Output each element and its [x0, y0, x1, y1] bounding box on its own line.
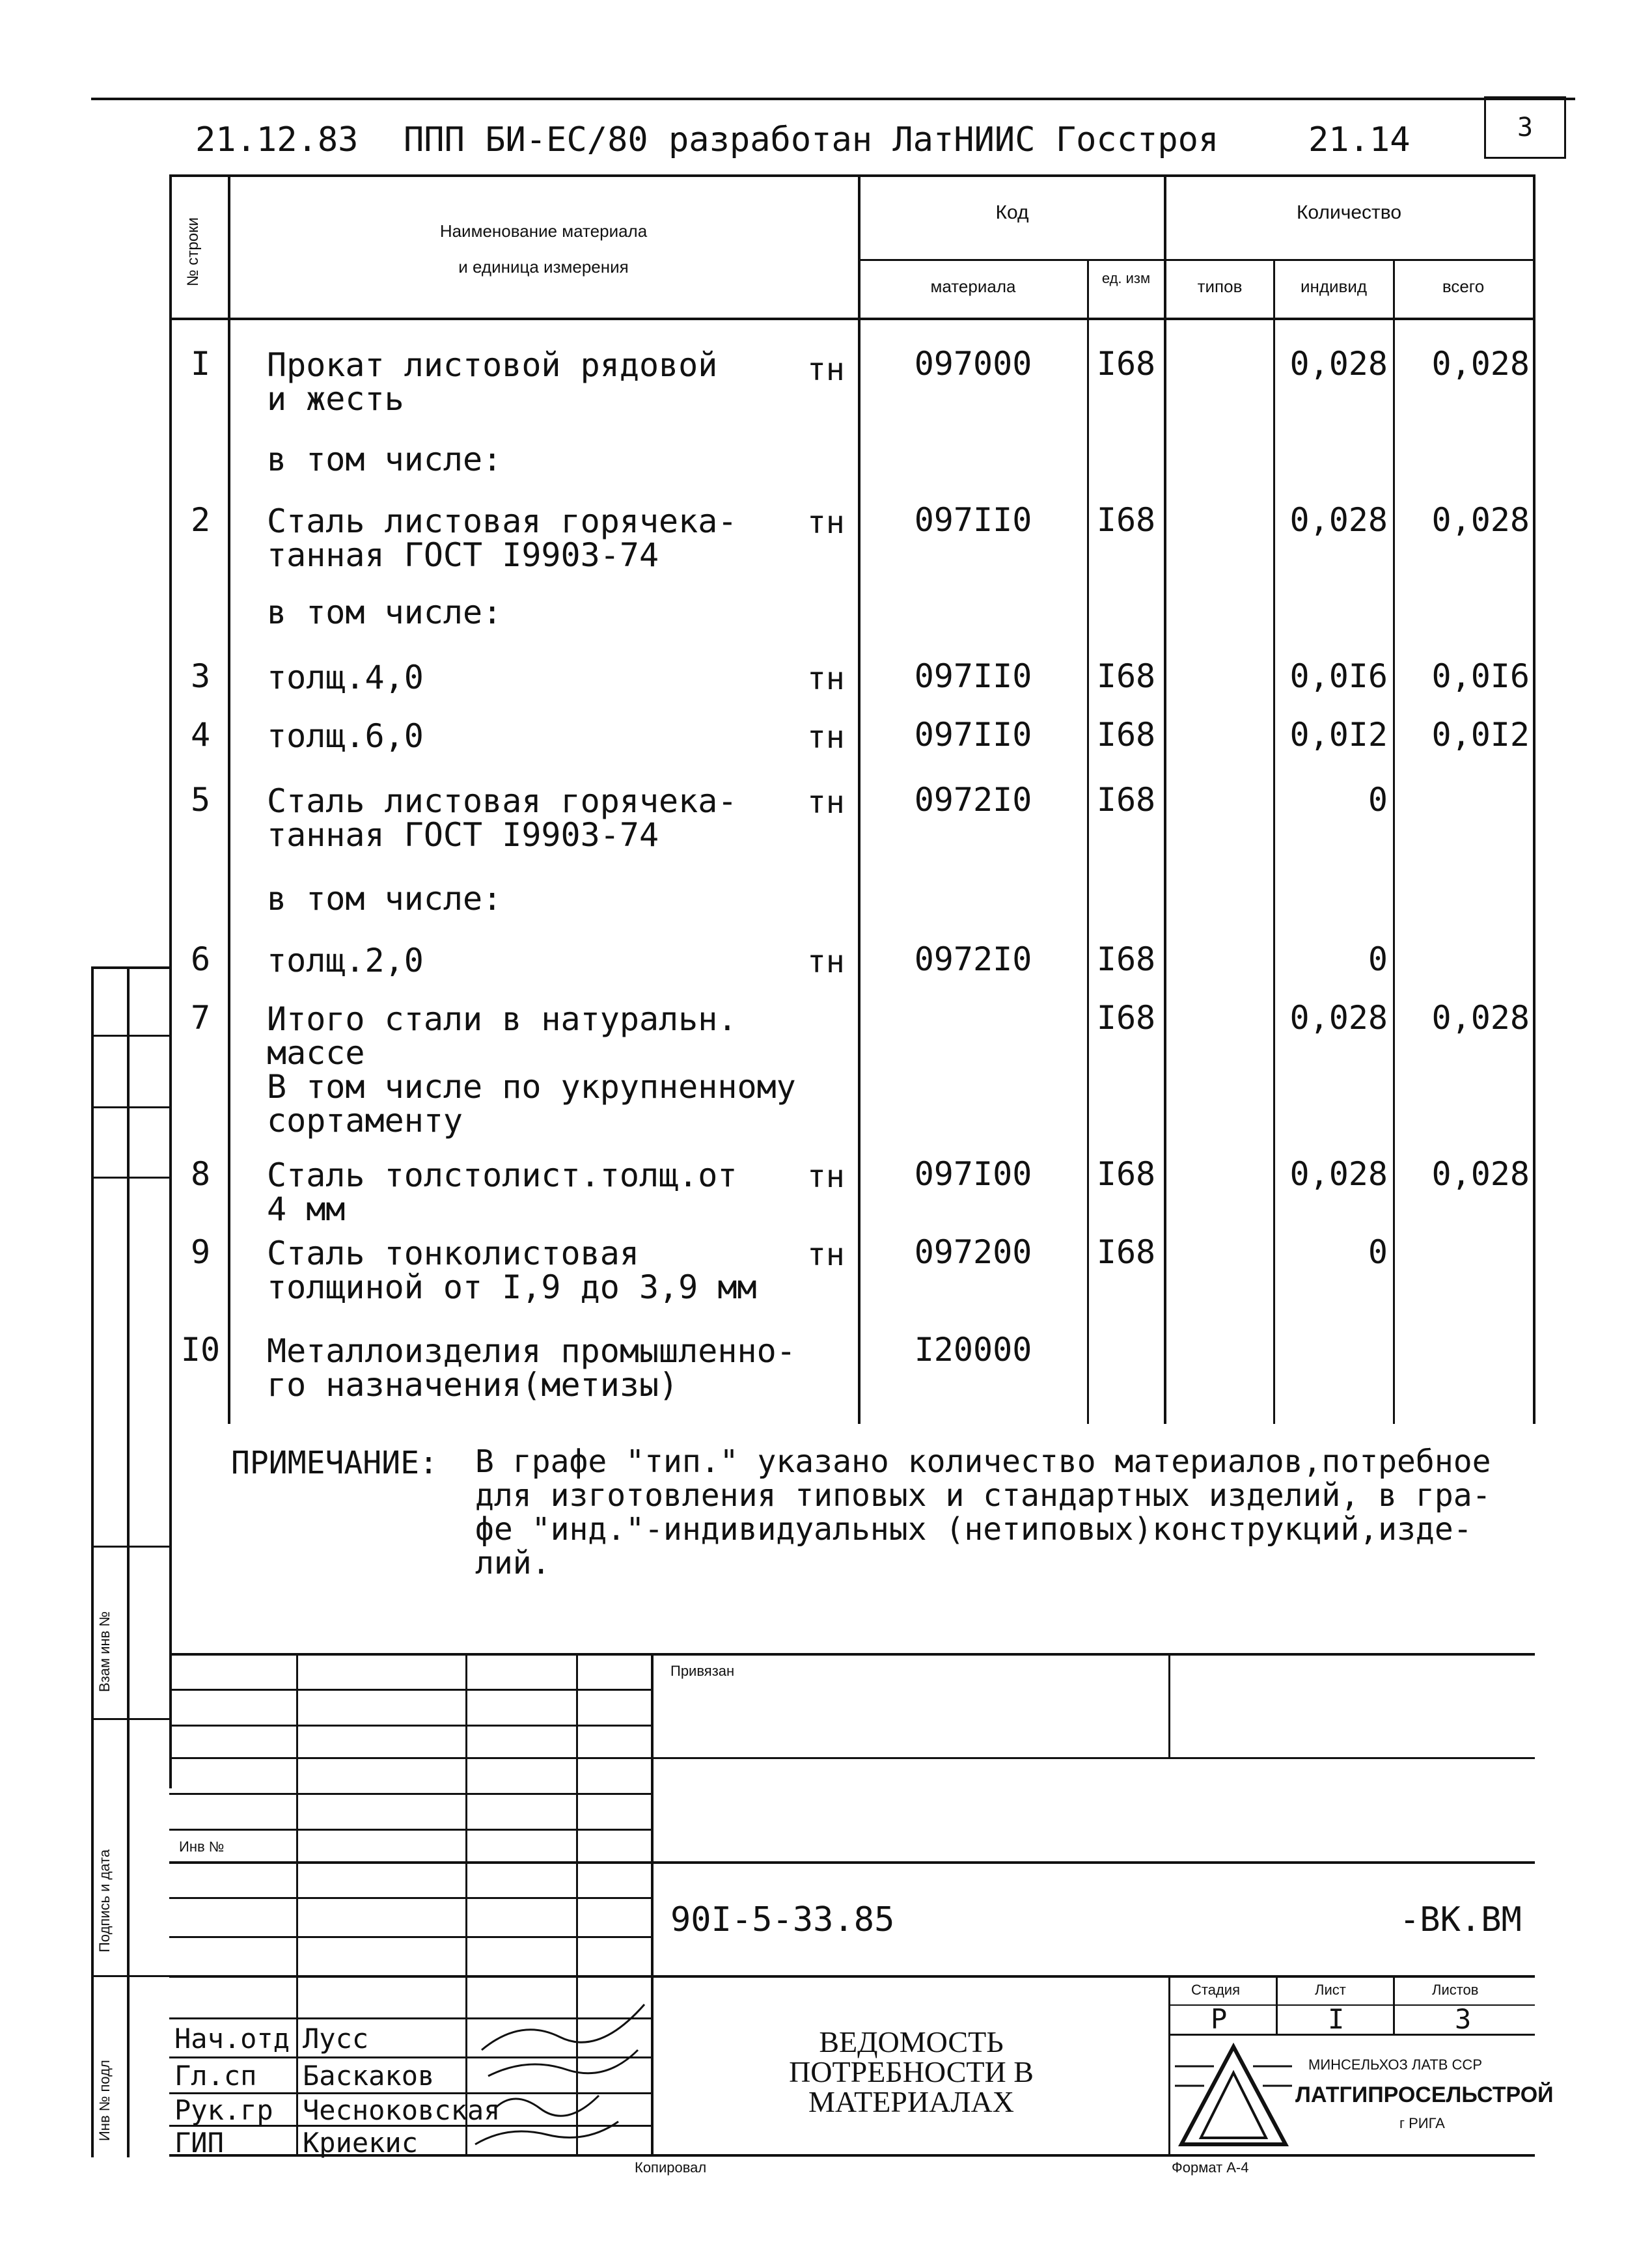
sheets-value: 3	[1455, 2003, 1472, 2035]
typical-header: типов	[1197, 277, 1243, 296]
unit: тн	[807, 944, 845, 980]
total-qty: 0,0I6	[1431, 657, 1530, 695]
material-name: толщ.4,0	[267, 659, 424, 696]
unit-code: I68	[1096, 657, 1156, 695]
individual-qty: 0,0I6	[1289, 657, 1388, 695]
unit: тн	[807, 661, 845, 697]
document-title: ВЕДОМОСТЬ ПОТРЕБНОСТИ В МАТЕРИАЛАХ	[789, 2025, 1034, 2118]
total-qty: 0,028	[1431, 501, 1530, 539]
individual-qty: 0,028	[1289, 501, 1388, 539]
signer-role: ГИП	[174, 2127, 224, 2159]
individual-qty: 0	[1368, 940, 1388, 978]
row-number: 6	[190, 940, 211, 978]
stage-label: Стадия	[1191, 1982, 1240, 1998]
corner-mark: З	[1517, 113, 1534, 143]
individual-qty: 0	[1368, 781, 1388, 819]
total-qty: 0,0I2	[1431, 716, 1530, 754]
format-label: Формат А-4	[1172, 2159, 1249, 2176]
unit-code: I68	[1096, 716, 1156, 754]
row-number: 4	[190, 716, 211, 754]
row-number: I0	[180, 1331, 221, 1369]
signer-name: Лусс	[303, 2023, 369, 2055]
individual-qty: 0,0I2	[1289, 716, 1388, 754]
material-name: в том числе:	[267, 594, 502, 631]
material-code: 097II0	[914, 716, 1032, 754]
material-name: в том числе:	[267, 880, 502, 918]
total-qty: 0,028	[1431, 1155, 1530, 1193]
unit-code: I68	[1096, 1233, 1156, 1271]
document-suffix: -ВК.ВМ	[1399, 1900, 1522, 1939]
signature-marks-icon	[469, 1978, 651, 2154]
header-date: 21.12.83	[195, 120, 359, 159]
signer-name: Криекис	[303, 2127, 419, 2159]
unit: тн	[807, 1236, 845, 1273]
org-line3: г РИГА	[1399, 2115, 1445, 2131]
side-label-podpis: Подпись и дата	[96, 1849, 113, 1952]
sheet-label: Лист	[1315, 1982, 1346, 1998]
signer-name: Чесноковская	[303, 2094, 501, 2126]
total-header: всего	[1442, 277, 1485, 296]
material-name: Металлоизделия промышленно- го назначения(метизы)	[267, 1332, 796, 1404]
row-number: 2	[190, 501, 211, 539]
unit-code: I68	[1096, 781, 1156, 819]
unit-code: I68	[1096, 1155, 1156, 1193]
individual-qty: 0,028	[1289, 1155, 1388, 1193]
material-name: в том числе:	[267, 441, 502, 478]
qty-group-header: Количество	[1296, 202, 1402, 223]
individual-qty: 0	[1368, 1233, 1388, 1271]
header-source: ППП БИ-ЕС/80 разработан ЛатНИИС Госстроя	[404, 120, 1219, 159]
total-qty: 0,028	[1431, 999, 1530, 1037]
material-code: 097I00	[914, 1155, 1032, 1193]
name-header-line2: и единица измерения	[458, 257, 629, 277]
sheet-value: I	[1328, 2003, 1345, 2035]
row-number: I	[190, 345, 211, 383]
signer-role: Нач.отд	[174, 2023, 290, 2055]
material-code: 097000	[914, 345, 1032, 383]
org-line1: МИНСЕЛЬХОЗ ЛАТВ ССР	[1308, 2056, 1482, 2073]
unit: тн	[807, 504, 845, 541]
material-code: 0972I0	[914, 781, 1032, 819]
material-code: 097II0	[914, 657, 1032, 695]
unit-code: I68	[1096, 345, 1156, 383]
corner-box	[1484, 96, 1566, 159]
material-name: Сталь листовая горячека- танная ГОСТ I9903-74	[267, 502, 737, 574]
document-code: 90I-5-33.85	[670, 1900, 895, 1939]
total-qty: 0,028	[1431, 345, 1530, 383]
material-code: 0972I0	[914, 940, 1032, 978]
side-label-inv-podl: Инв № подл	[96, 2060, 113, 2141]
individual-header: индивид	[1300, 277, 1368, 296]
unit: тн	[807, 1158, 845, 1195]
material-code: 097II0	[914, 501, 1032, 539]
organization-logo-icon	[1175, 2040, 1292, 2151]
individual-qty: 0,028	[1289, 999, 1388, 1037]
inv-no-label: Инв №	[179, 1838, 225, 1855]
header-code: 21.14	[1308, 120, 1411, 159]
name-header-line1: Наименование материала	[439, 221, 648, 241]
material-name: Сталь тонколистовая толщиной от I,9 до 3,9 мм	[267, 1235, 757, 1306]
row-number: 9	[190, 1233, 211, 1271]
material-name: Сталь толстолист.толщ.от 4 мм	[267, 1156, 737, 1228]
unit: тн	[807, 784, 845, 821]
org-line2: ЛАТГИПРОСЕЛЬСТРОЙ	[1295, 2083, 1554, 2107]
signer-role: Рук.гр	[174, 2094, 273, 2126]
note-label: ПРИМЕЧАНИЕ:	[231, 1445, 438, 1481]
row-number: 7	[190, 999, 211, 1037]
row-number: 8	[190, 1155, 211, 1193]
material-name: толщ.2,0	[267, 942, 424, 979]
unit-code: I68	[1096, 501, 1156, 539]
material-name: толщ.6,0	[267, 717, 424, 755]
material-code-header: материала	[930, 277, 1016, 296]
attached-label: Привязан	[670, 1663, 735, 1679]
unit: тн	[807, 719, 845, 756]
material-code: 097200	[914, 1233, 1032, 1271]
individual-qty: 0,028	[1289, 345, 1388, 383]
stage-value: Р	[1211, 2003, 1228, 2035]
row-number: 3	[190, 657, 211, 695]
row-number: 5	[190, 781, 211, 819]
side-label-vzam: Взам инв №	[96, 1611, 113, 1692]
copied-label: Копировал	[635, 2159, 707, 2176]
row-number-header: № строки	[184, 217, 202, 286]
note-text: В графе "тип." указано количество материалов,потребное для изготовления типовых и стандартных изделий, в гра- фе "инд."-индивидуальных (нетиповых)конструкций,изде- лий.	[475, 1443, 1491, 1581]
unit-code: I68	[1096, 999, 1156, 1037]
signer-role: Гл.сп	[174, 2060, 257, 2092]
material-name: Прокат листовой рядовой и жесть	[267, 346, 718, 418]
material-name: Сталь листовая горячека- танная ГОСТ I9903-74	[267, 782, 737, 854]
material-name: Итого стали в натуральн. массе В том числе по укрупненному сортаменту	[267, 1000, 796, 1140]
unit-code-header: ед. изм	[1101, 270, 1151, 286]
code-group-header: Код	[995, 202, 1029, 223]
sheets-label: Листов	[1432, 1982, 1479, 1998]
unit: тн	[807, 351, 845, 388]
unit-code: I68	[1096, 940, 1156, 978]
material-code: I20000	[914, 1331, 1032, 1369]
signer-name: Баскаков	[303, 2060, 435, 2092]
